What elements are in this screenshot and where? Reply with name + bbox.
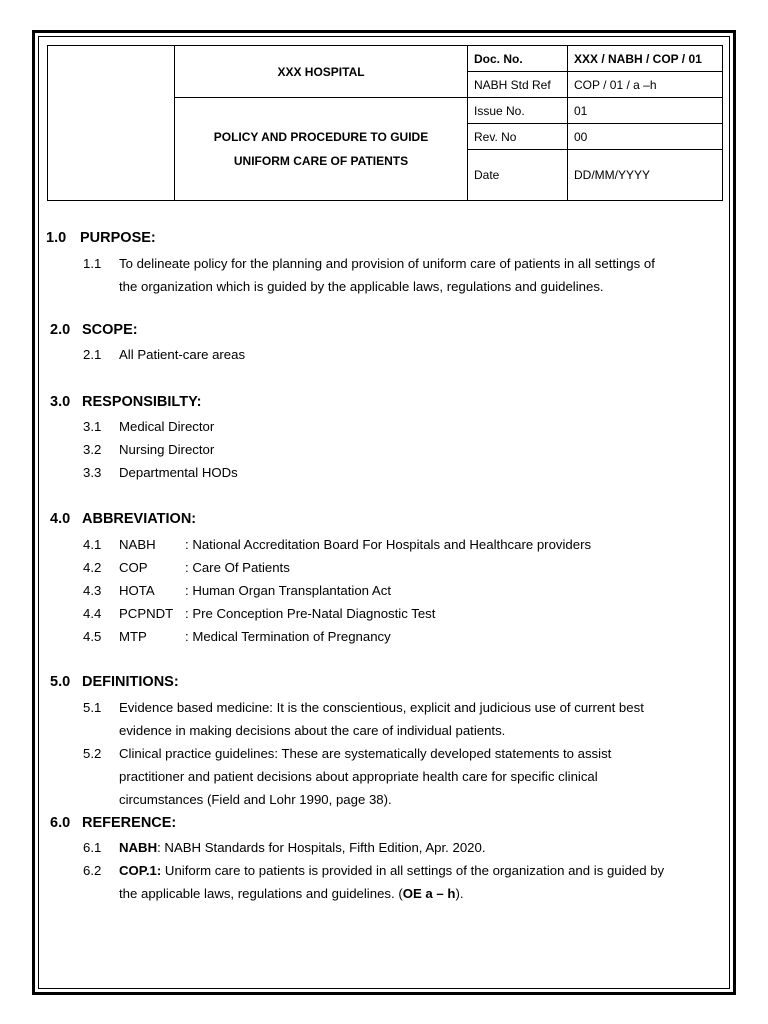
section-title: ABBREVIATION: — [82, 511, 197, 527]
reference-text: Uniform care to patients is provided in all settings of the organization and is guided by — [161, 863, 665, 878]
doc-no-label: Doc. No. — [468, 46, 568, 72]
section-number: 1.0 — [46, 230, 67, 246]
reference-bold-term: COP.1: — [119, 863, 162, 878]
item-number: 1.1 — [83, 256, 102, 271]
section-title: REFERENCE: — [82, 815, 177, 831]
abbreviation-definition: : Human Organ Transplantation Act — [185, 583, 391, 598]
item-number: 4.2 — [83, 560, 102, 575]
item-text: All Patient-care areas — [119, 347, 246, 362]
reference-text-line2-end: ). — [455, 886, 464, 901]
abbreviation-term: MTP — [119, 629, 147, 644]
reference-text: : NABH Standards for Hospitals, Fifth Edition, Apr. 2020. — [157, 840, 486, 855]
section-title: PURPOSE: — [80, 230, 156, 246]
item-text-line1: To delineate policy for the planning and provision of uniform care of patients in all settings of — [119, 256, 655, 271]
section-number: 2.0 — [50, 322, 71, 338]
reference-oe-bold: OE a – h — [402, 886, 456, 901]
item-number: 4.4 — [83, 606, 102, 621]
item-number: 3.3 — [83, 465, 102, 480]
abbreviation-term: PCPNDT — [119, 606, 174, 621]
section-title: SCOPE: — [82, 322, 138, 338]
abbreviation-term: HOTA — [119, 583, 155, 598]
item-text — [119, 859, 709, 905]
rev-no-value: 00 — [568, 124, 723, 150]
abbreviation-term: NABH — [119, 537, 156, 552]
item-text: Departmental HODs — [119, 465, 238, 480]
item-number: 3.2 — [83, 442, 102, 457]
policy-title-line2: UNIFORM CARE OF PATIENTS — [233, 154, 409, 168]
item-text: Nursing Director — [119, 442, 215, 457]
issue-no-label: Issue No. — [468, 98, 568, 124]
reference-bold-term: NABH — [119, 840, 158, 855]
item-text-line1: Clinical practice guidelines: These are systematically developed statements to assist — [119, 746, 612, 761]
item-number: 3.1 — [83, 419, 102, 434]
item-number: 6.2 — [83, 863, 102, 878]
doc-no-value: XXX / NABH / COP / 01 — [568, 46, 723, 72]
reference-text-line2: the applicable laws, regulations and guidelines. ( — [119, 886, 403, 901]
abbreviation-term: COP — [119, 560, 148, 575]
item-number: 2.1 — [83, 347, 102, 362]
date-label: Date — [468, 150, 568, 201]
item-text-line3: circumstances (Field and Lohr 1990, page 38). — [119, 792, 392, 807]
issue-no-value: 01 — [568, 98, 723, 124]
item-number: 4.3 — [83, 583, 102, 598]
rev-no-label: Rev. No — [468, 124, 568, 150]
hospital-name: XXX HOSPITAL — [175, 46, 468, 98]
item-text-line2: evidence in making decisions about the care of individual patients. — [119, 723, 506, 738]
abbreviation-definition: : Pre Conception Pre-Natal Diagnostic Test — [185, 606, 436, 621]
policy-title — [175, 98, 468, 201]
item-number: 4.1 — [83, 537, 102, 552]
logo-cell — [48, 46, 175, 201]
item-number: 5.1 — [83, 700, 102, 715]
item-number: 6.1 — [83, 840, 102, 855]
section-title: RESPONSIBILTY: — [82, 394, 202, 410]
section-number: 4.0 — [50, 511, 71, 527]
abbreviation-definition: : Care Of Patients — [185, 560, 290, 575]
nabh-std-ref-label: NABH Std Ref — [468, 72, 568, 98]
policy-title-line1: POLICY AND PROCEDURE TO GUIDE — [213, 130, 429, 144]
section-number: 5.0 — [50, 674, 71, 690]
item-text — [119, 836, 709, 859]
abbreviation-definition: : Medical Termination of Pregnancy — [185, 629, 391, 644]
item-text-line2: practitioner and patient decisions about appropriate health care for specific clinical — [119, 769, 598, 784]
abbreviation-definition: : National Accreditation Board For Hospitals and Healthcare providers — [185, 537, 592, 552]
item-text-line2: the organization which is guided by the applicable laws, regulations and guidelines. — [119, 279, 604, 294]
section-number: 6.0 — [50, 815, 71, 831]
document-header-table — [47, 45, 723, 201]
item-text-line1: Evidence based medicine: It is the conscientious, explicit and judicious use of current best — [119, 700, 644, 715]
date-value: DD/MM/YYYY — [568, 150, 723, 201]
section-title: DEFINITIONS: — [82, 674, 179, 690]
section-number: 3.0 — [50, 394, 71, 410]
item-number: 5.2 — [83, 746, 102, 761]
nabh-std-ref-value: COP / 01 / a –h — [568, 72, 723, 98]
item-text: Medical Director — [119, 419, 215, 434]
item-number: 4.5 — [83, 629, 102, 644]
